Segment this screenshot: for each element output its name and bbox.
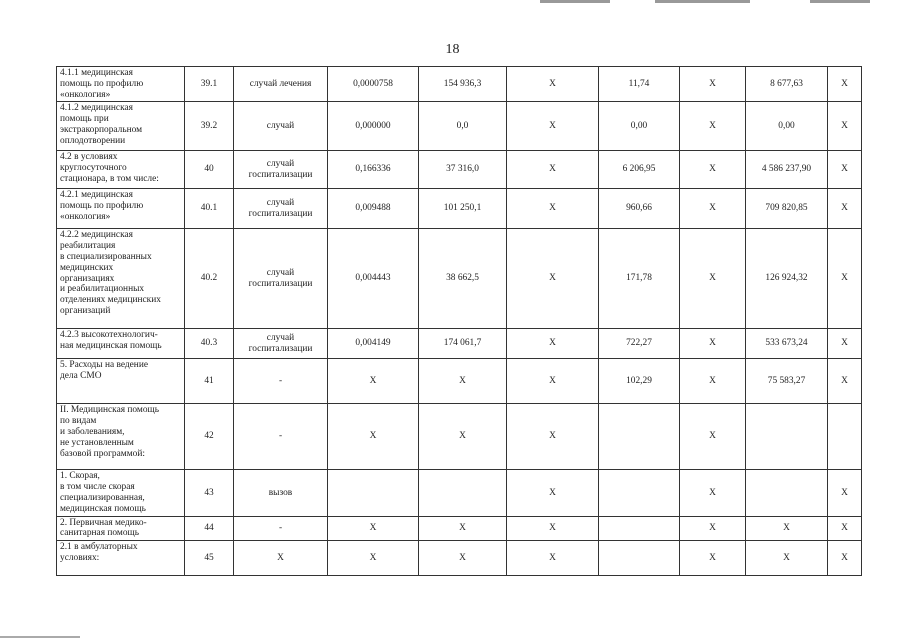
row-rate: 0,004149: [328, 329, 419, 359]
row-code: 39.1: [185, 67, 234, 102]
row-col7: X: [680, 404, 746, 470]
row-name: 4.2.1 медицинская помощь по профилю «онкология»: [57, 189, 185, 229]
table-row: [57, 516, 862, 541]
row-col5: X: [507, 151, 599, 189]
row-cost: 174 061,7: [419, 329, 507, 359]
row-rate: X: [328, 541, 419, 576]
scan-artifact-bottom: [0, 636, 80, 638]
row-col5: X: [507, 404, 599, 470]
row-col9: X: [828, 189, 862, 229]
row-percap: 171,78: [599, 229, 680, 329]
row-col9: X: [828, 329, 862, 359]
scan-artifact-top: [810, 0, 870, 3]
row-col7: X: [680, 541, 746, 576]
row-col5: X: [507, 329, 599, 359]
row-code: 43: [185, 470, 234, 516]
row-col5: X: [507, 516, 599, 541]
row-sum: 8 677,63: [746, 67, 828, 102]
row-name: 4.1.2 медицинская помощь при экстракорпоральном оплодотворении: [57, 102, 185, 151]
row-col9: X: [828, 229, 862, 329]
table-row: [57, 151, 862, 189]
table-row: [57, 359, 862, 404]
row-col7: X: [680, 516, 746, 541]
row-col5: X: [507, 189, 599, 229]
row-rate: 0,009488: [328, 189, 419, 229]
table-row: [57, 541, 862, 576]
row-sum: 709 820,85: [746, 189, 828, 229]
row-cost: X: [419, 541, 507, 576]
row-code: 40.1: [185, 189, 234, 229]
row-col5: X: [507, 67, 599, 102]
table-row: [57, 470, 862, 516]
row-code: 42: [185, 404, 234, 470]
row-code: 40.3: [185, 329, 234, 359]
row-name: 2.1 в амбулаторных условиях:: [57, 541, 185, 576]
row-col5: X: [507, 229, 599, 329]
row-unit: -: [234, 359, 328, 404]
row-col9: X: [828, 516, 862, 541]
row-percap: [599, 404, 680, 470]
row-col9: X: [828, 67, 862, 102]
row-cost: X: [419, 359, 507, 404]
row-col7: X: [680, 102, 746, 151]
scan-artifact-top: [655, 0, 750, 3]
row-name: 4.2 в условиях круглосуточного стационара, в том числе:: [57, 151, 185, 189]
row-unit: случай госпитализации: [234, 329, 328, 359]
row-col7: X: [680, 359, 746, 404]
row-rate: 0,0000758: [328, 67, 419, 102]
row-code: 39.2: [185, 102, 234, 151]
row-percap: 722,27: [599, 329, 680, 359]
row-cost: 154 936,3: [419, 67, 507, 102]
row-col5: X: [507, 541, 599, 576]
table-row: [57, 67, 862, 102]
row-percap: [599, 470, 680, 516]
row-cost: X: [419, 404, 507, 470]
row-name: 4.2.3 высокотехнологич- ная медицинская помощь: [57, 329, 185, 359]
table-row: [57, 102, 862, 151]
row-code: 40: [185, 151, 234, 189]
row-unit: -: [234, 404, 328, 470]
page-number: 18: [445, 42, 460, 57]
row-sum: 533 673,24: [746, 329, 828, 359]
row-percap: 11,74: [599, 67, 680, 102]
row-name: 1. Скорая, в том числе скорая специализированная, медицинская помощь: [57, 470, 185, 516]
row-col5: X: [507, 470, 599, 516]
row-rate: [328, 470, 419, 516]
table-row: [57, 189, 862, 229]
row-code: 44: [185, 516, 234, 541]
row-col9: X: [828, 470, 862, 516]
row-name: 4.2.2 медицинская реабилитация в специализированных медицинских организациях и реабилитационных отделениях медицинских организаций: [57, 229, 185, 329]
row-cost: 38 662,5: [419, 229, 507, 329]
row-sum: X: [746, 516, 828, 541]
row-col5: X: [507, 359, 599, 404]
row-code: 40.2: [185, 229, 234, 329]
row-cost: 37 316,0: [419, 151, 507, 189]
row-rate: X: [328, 404, 419, 470]
row-col9: X: [828, 151, 862, 189]
row-unit: случай госпитализации: [234, 189, 328, 229]
row-name: 4.1.1 медицинская помощь по профилю «онкология»: [57, 67, 185, 102]
row-col9: X: [828, 541, 862, 576]
row-cost: 101 250,1: [419, 189, 507, 229]
row-percap: 6 206,95: [599, 151, 680, 189]
table-row: [57, 229, 862, 329]
row-col9: X: [828, 102, 862, 151]
row-code: 41: [185, 359, 234, 404]
row-col9: X: [828, 359, 862, 404]
row-col7: X: [680, 229, 746, 329]
row-percap: [599, 516, 680, 541]
row-sum: 0,00: [746, 102, 828, 151]
row-unit: случай лечения: [234, 67, 328, 102]
row-percap: 102,29: [599, 359, 680, 404]
budget-table: [56, 66, 862, 576]
row-unit: вызов: [234, 470, 328, 516]
row-rate: 0,004443: [328, 229, 419, 329]
row-name: 5. Расходы на ведение дела СМО: [57, 359, 185, 404]
row-col5: X: [507, 102, 599, 151]
row-unit: -: [234, 516, 328, 541]
row-col9: [828, 404, 862, 470]
row-col7: X: [680, 189, 746, 229]
row-name: 2. Первичная медико- санитарная помощь: [57, 516, 185, 541]
row-col7: X: [680, 151, 746, 189]
row-col7: X: [680, 67, 746, 102]
row-rate: 0,000000: [328, 102, 419, 151]
row-percap: 960,66: [599, 189, 680, 229]
row-col7: X: [680, 470, 746, 516]
row-unit: X: [234, 541, 328, 576]
row-percap: [599, 541, 680, 576]
row-name: II. Медицинская помощь по видам и заболеваниям, не установленным базовой программой:: [57, 404, 185, 470]
row-code: 45: [185, 541, 234, 576]
table-row: [57, 329, 862, 359]
row-unit: случай госпитализации: [234, 229, 328, 329]
row-rate: X: [328, 516, 419, 541]
row-cost: [419, 470, 507, 516]
row-cost: 0,0: [419, 102, 507, 151]
row-sum: 4 586 237,90: [746, 151, 828, 189]
row-unit: случай госпитализации: [234, 151, 328, 189]
row-percap: 0,00: [599, 102, 680, 151]
row-rate: X: [328, 359, 419, 404]
table-row: [57, 404, 862, 470]
row-sum: 126 924,32: [746, 229, 828, 329]
row-cost: X: [419, 516, 507, 541]
row-sum: [746, 470, 828, 516]
row-sum: X: [746, 541, 828, 576]
row-col7: X: [680, 329, 746, 359]
row-sum: 75 583,27: [746, 359, 828, 404]
row-rate: 0,166336: [328, 151, 419, 189]
row-unit: случай: [234, 102, 328, 151]
scan-artifact-top: [540, 0, 610, 3]
row-sum: [746, 404, 828, 470]
